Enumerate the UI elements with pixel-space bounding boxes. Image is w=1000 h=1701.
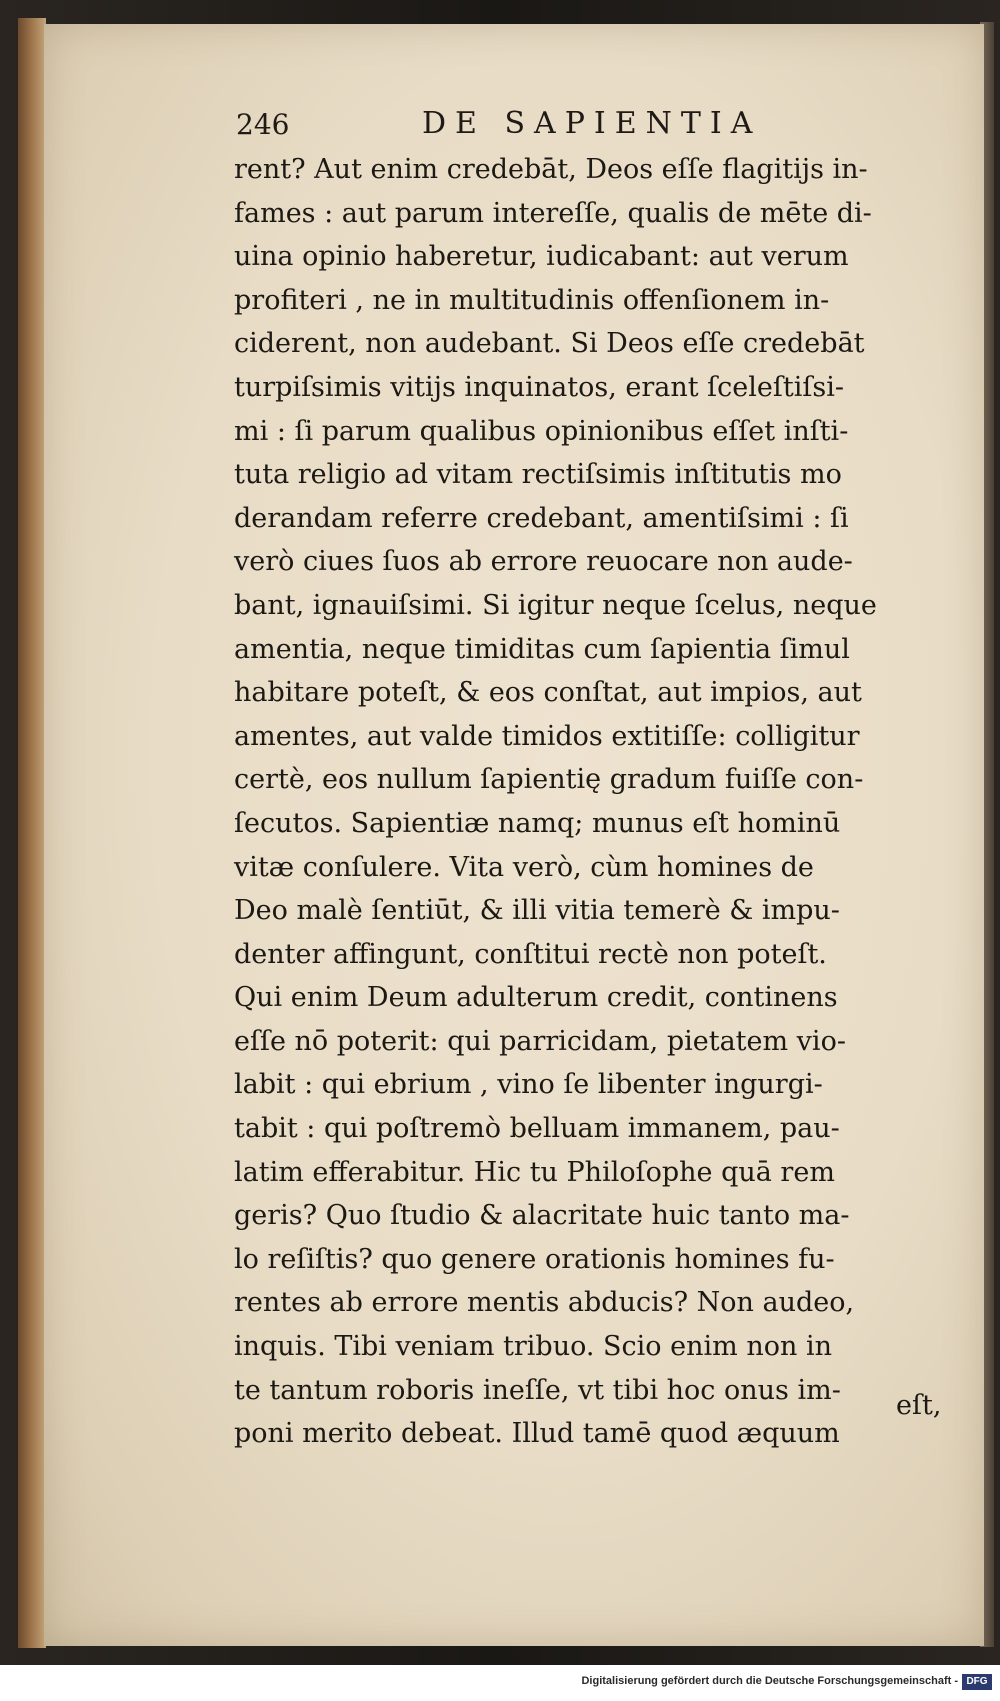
- text-line: te tantum roboris ineſſe, vt tibi hoc onus im-: [234, 1374, 841, 1406]
- catchword: eſt,: [896, 1390, 942, 1421]
- text-line: geris? Quo ſtudio & alacritate huic tanto ma-: [234, 1200, 850, 1232]
- text-line: amentes, aut valde timidos extitiſſe: colligitur: [234, 720, 860, 752]
- text-line: vitæ conſulere. Vita verò, cùm homines de: [234, 851, 814, 883]
- text-line: latim efferabitur. Hic tu Philoſophe quā rem: [234, 1156, 835, 1188]
- text-line: ſecutos. Sapientiæ namq; munus eſt hominū: [234, 807, 841, 839]
- book-binding-edge: [18, 18, 46, 1648]
- text-line: tuta religio ad vitam rectiſsimis inſtitutis mo: [234, 459, 842, 491]
- body-text: [234, 148, 954, 1456]
- text-line: labit : qui ebrium , vino ſe libenter ingurgi-: [234, 1069, 823, 1101]
- text-line: Qui enim Deum adulterum credit, continens: [234, 982, 838, 1014]
- text-line: Deo malè ſentiūt, & illi vitia temerè & impu-: [234, 895, 840, 927]
- text-line: habitare poteſt, & eos conſtat, aut impios, aut: [234, 677, 862, 709]
- text-line: mi : ſi parum qualibus opinionibus eſſet inſti-: [234, 415, 849, 447]
- text-line: bant, ignauiſsimi. Si igitur neque ſcelus, neque: [234, 589, 877, 621]
- text-line: amentia, neque timiditas cum ſapientia ſimul: [234, 633, 850, 665]
- page-header: [236, 106, 796, 152]
- funding-note: Digitalisierung gefördert durch die Deutsche Forschungsgemeinschaft -: [581, 1675, 958, 1687]
- text-line: turpiſsimis vitijs inquinatos, erant ſceleſtiſsi-: [234, 371, 844, 403]
- text-line: uina opinio haberetur, iudicabant: aut verum: [234, 241, 849, 273]
- text-line: lo reſiſtis? quo genere orationis homines fu-: [234, 1243, 835, 1275]
- text-line: tabit : qui poſtremò belluam immanem, pau-: [234, 1113, 840, 1145]
- running-title: DE SAPIENTIA: [422, 106, 762, 141]
- text-line: denter affingunt, conſtitui rectè non poteſt.: [234, 938, 827, 970]
- text-line: derandam referre credebant, amentiſsimi : ſi: [234, 502, 849, 534]
- text-line: eſſe nō poterit: qui parricidam, pietatem vio-: [234, 1025, 846, 1057]
- page-number: 246: [236, 108, 290, 141]
- text-line: fames : aut parum intereſſe, qualis de mēte di-: [234, 197, 872, 229]
- text-line: rent? Aut enim credebāt, Deos eſſe flagitijs in-: [234, 154, 868, 185]
- text-line: verò ciues ſuos ab errore reuocare non aude-: [234, 546, 853, 578]
- text-line: poni merito debeat. Illud tamē quod æquum: [234, 1418, 840, 1450]
- footer-bar: [0, 1665, 1000, 1701]
- dfg-logo: DFG: [962, 1674, 992, 1690]
- text-line: ciderent, non audebant. Si Deos eſſe credebāt: [234, 328, 865, 360]
- text-line: rentes ab errore mentis abducis? Non audeo,: [234, 1287, 855, 1319]
- text-line: certè, eos nullum ſapientię gradum fuiſſe con-: [234, 764, 864, 796]
- text-line: profiteri , ne in multitudinis offenſionem in-: [234, 284, 830, 316]
- text-line: inquis. Tibi veniam tribuo. Scio enim non in: [234, 1331, 832, 1363]
